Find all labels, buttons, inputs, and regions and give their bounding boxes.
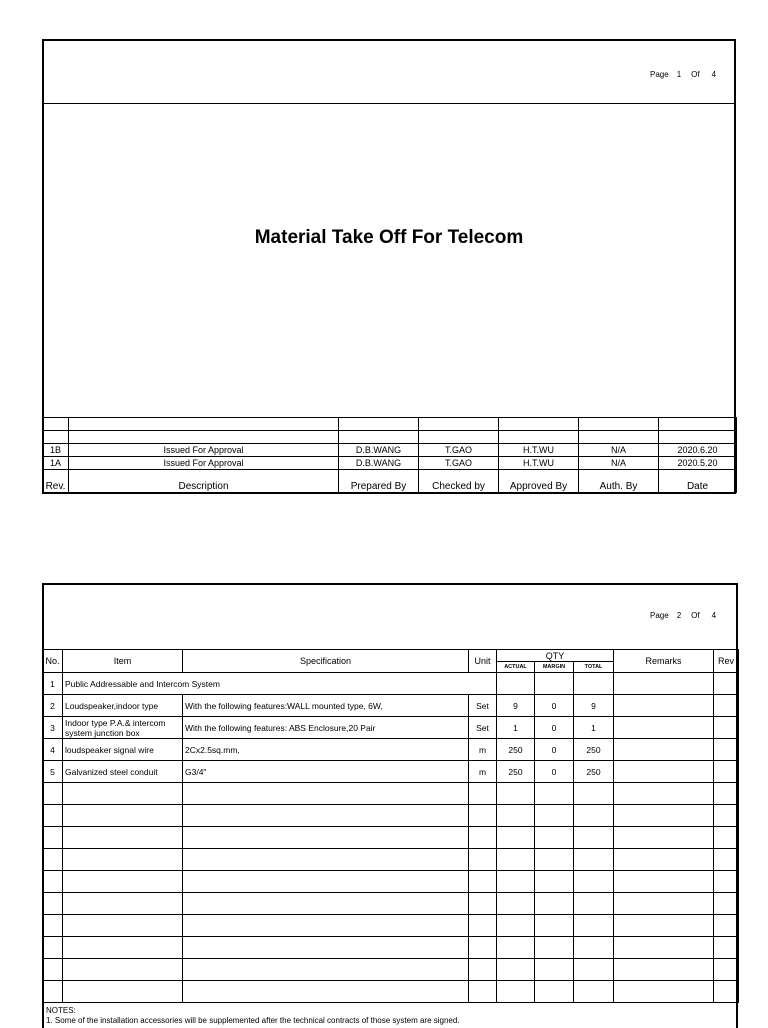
empty-cell bbox=[183, 915, 469, 937]
notes-title: NOTES: bbox=[46, 1006, 76, 1015]
empty-cell bbox=[535, 673, 574, 695]
rev-cell bbox=[43, 431, 69, 444]
margin-cell: 0 bbox=[535, 695, 574, 717]
empty-cell bbox=[714, 959, 739, 981]
table-row bbox=[43, 695, 739, 717]
empty-cell bbox=[614, 893, 714, 915]
prepared-cell bbox=[339, 418, 419, 431]
empty-cell bbox=[535, 871, 574, 893]
empty-cell bbox=[43, 805, 63, 827]
empty-cell bbox=[497, 783, 535, 805]
checked-cell: T.GAO bbox=[419, 457, 499, 470]
empty-rows bbox=[43, 783, 739, 1003]
empty-cell bbox=[497, 849, 535, 871]
empty-cell bbox=[497, 827, 535, 849]
empty-cell bbox=[714, 893, 739, 915]
description-cell bbox=[69, 418, 339, 431]
empty-cell bbox=[714, 915, 739, 937]
empty-cell bbox=[183, 871, 469, 893]
empty-row bbox=[43, 827, 739, 849]
margin-cell: 0 bbox=[535, 739, 574, 761]
empty-cell bbox=[497, 937, 535, 959]
description-cell: Issued For Approval bbox=[69, 457, 339, 470]
empty-cell bbox=[497, 893, 535, 915]
unit-header: Unit bbox=[469, 650, 497, 673]
item-cell: Indoor type P.A.& intercom system junction box bbox=[63, 717, 183, 739]
spec-cell: With the following features: ABS Enclosure,20 Pair bbox=[183, 717, 469, 739]
remarks-cell bbox=[614, 717, 714, 739]
empty-cell bbox=[43, 893, 63, 915]
empty-cell bbox=[574, 959, 614, 981]
empty-cell bbox=[469, 871, 497, 893]
empty-cell bbox=[63, 893, 183, 915]
margin-header: MARGIN bbox=[535, 662, 574, 673]
empty-cell bbox=[614, 783, 714, 805]
item-header: Item bbox=[63, 650, 183, 673]
empty-cell bbox=[497, 673, 535, 695]
empty-cell bbox=[535, 959, 574, 981]
empty-row bbox=[43, 959, 739, 981]
empty-cell bbox=[43, 981, 63, 1003]
empty-cell bbox=[574, 673, 614, 695]
approved-cell: H.T.WU bbox=[499, 457, 579, 470]
empty-cell bbox=[469, 915, 497, 937]
empty-row bbox=[43, 871, 739, 893]
empty-cell bbox=[63, 981, 183, 1003]
remarks-cell bbox=[614, 739, 714, 761]
revision-header-row bbox=[43, 470, 737, 493]
empty-cell bbox=[574, 937, 614, 959]
prepared-header: Prepared By bbox=[339, 470, 419, 493]
empty-cell bbox=[614, 673, 714, 695]
empty-cell bbox=[469, 893, 497, 915]
empty-cell bbox=[43, 959, 63, 981]
empty-cell bbox=[469, 805, 497, 827]
empty-cell bbox=[714, 849, 739, 871]
unit-cell: Set bbox=[469, 695, 497, 717]
total-cell: 9 bbox=[574, 695, 614, 717]
no-header: No. bbox=[43, 650, 63, 673]
margin-cell: 0 bbox=[535, 717, 574, 739]
page-indicator bbox=[650, 70, 716, 79]
total-header: TOTAL bbox=[574, 662, 614, 673]
empty-cell bbox=[469, 937, 497, 959]
rev-cell bbox=[714, 739, 739, 761]
remarks-header: Remarks bbox=[614, 650, 714, 673]
header-divider bbox=[44, 103, 734, 104]
page-total: 4 bbox=[711, 611, 717, 620]
notes bbox=[46, 1006, 460, 1026]
revision-row bbox=[43, 444, 737, 457]
rev-cell: 1A bbox=[43, 457, 69, 470]
empty-cell bbox=[574, 849, 614, 871]
of-label: Of bbox=[691, 70, 700, 79]
table-row bbox=[43, 739, 739, 761]
unit-cell: m bbox=[469, 739, 497, 761]
empty-row bbox=[43, 805, 739, 827]
empty-cell bbox=[183, 805, 469, 827]
checked-cell bbox=[419, 431, 499, 444]
drawing-sheet-page-1 bbox=[42, 39, 736, 494]
empty-cell bbox=[183, 827, 469, 849]
description-header: Description bbox=[69, 470, 339, 493]
rev-header: Rev. bbox=[43, 470, 69, 493]
empty-cell bbox=[63, 783, 183, 805]
empty-cell bbox=[63, 871, 183, 893]
section-row bbox=[43, 673, 739, 695]
auth-cell: N/A bbox=[579, 444, 659, 457]
prepared-cell: D.B.WANG bbox=[339, 457, 419, 470]
empty-cell bbox=[574, 915, 614, 937]
empty-cell bbox=[183, 981, 469, 1003]
empty-cell bbox=[714, 981, 739, 1003]
empty-cell bbox=[614, 959, 714, 981]
empty-cell bbox=[535, 915, 574, 937]
empty-cell bbox=[535, 849, 574, 871]
checked-header: Checked by bbox=[419, 470, 499, 493]
empty-cell bbox=[614, 827, 714, 849]
document-title: Material Take Off For Telecom bbox=[254, 227, 524, 248]
empty-cell bbox=[183, 783, 469, 805]
table-row bbox=[43, 717, 739, 739]
empty-cell bbox=[574, 827, 614, 849]
empty-cell bbox=[183, 849, 469, 871]
empty-cell bbox=[714, 673, 739, 695]
empty-cell bbox=[497, 959, 535, 981]
approved-cell bbox=[499, 418, 579, 431]
empty-cell bbox=[714, 827, 739, 849]
empty-cell bbox=[574, 981, 614, 1003]
empty-cell bbox=[43, 849, 63, 871]
empty-cell bbox=[714, 805, 739, 827]
empty-cell bbox=[497, 915, 535, 937]
total-cell: 250 bbox=[574, 761, 614, 783]
of-label: Of bbox=[691, 611, 700, 620]
empty-row bbox=[43, 915, 739, 937]
empty-cell bbox=[63, 915, 183, 937]
actual-cell: 1 bbox=[497, 717, 535, 739]
empty-cell bbox=[714, 871, 739, 893]
empty-cell bbox=[183, 937, 469, 959]
revision-row bbox=[43, 431, 737, 444]
approved-cell: H.T.WU bbox=[499, 444, 579, 457]
no-cell: 2 bbox=[43, 695, 63, 717]
empty-cell bbox=[63, 959, 183, 981]
actual-header: ACTUAL bbox=[497, 662, 535, 673]
actual-cell: 250 bbox=[497, 761, 535, 783]
unit-cell: Set bbox=[469, 717, 497, 739]
revision-row bbox=[43, 418, 737, 431]
table-row bbox=[43, 761, 739, 783]
checked-cell bbox=[419, 418, 499, 431]
table-header-row bbox=[43, 650, 739, 662]
spec-cell: With the following features:WALL mounted type, 6W, bbox=[183, 695, 469, 717]
empty-cell bbox=[574, 871, 614, 893]
total-cell: 250 bbox=[574, 739, 614, 761]
empty-cell bbox=[614, 981, 714, 1003]
rev-cell bbox=[714, 761, 739, 783]
empty-cell bbox=[614, 805, 714, 827]
empty-cell bbox=[469, 959, 497, 981]
empty-cell bbox=[43, 915, 63, 937]
note-item: 1. Some of the installation accessories will be supplemented after the technical contracts of those system are signed. bbox=[46, 1016, 460, 1025]
actual-cell: 9 bbox=[497, 695, 535, 717]
actual-cell: 250 bbox=[497, 739, 535, 761]
empty-cell bbox=[614, 871, 714, 893]
empty-cell bbox=[535, 937, 574, 959]
approved-header: Approved By bbox=[499, 470, 579, 493]
page-number: 2 bbox=[676, 611, 682, 620]
spec-header: Specification bbox=[183, 650, 469, 673]
total-cell: 1 bbox=[574, 717, 614, 739]
revision-row bbox=[43, 457, 737, 470]
spec-cell: 2Cx2.5sq.mm, bbox=[183, 739, 469, 761]
auth-cell bbox=[579, 418, 659, 431]
date-cell: 2020.6.20 bbox=[659, 444, 737, 457]
empty-cell bbox=[43, 871, 63, 893]
no-cell: 5 bbox=[43, 761, 63, 783]
rev-header: Rev bbox=[714, 650, 739, 673]
item-cell: Loudspeaker,indoor type bbox=[63, 695, 183, 717]
remarks-cell bbox=[614, 695, 714, 717]
empty-cell bbox=[183, 959, 469, 981]
page-total: 4 bbox=[711, 70, 717, 79]
date-cell bbox=[659, 431, 737, 444]
prepared-cell: D.B.WANG bbox=[339, 444, 419, 457]
section-title: Public Addressable and Intercom System bbox=[63, 673, 497, 695]
date-cell: 2020.5.20 bbox=[659, 457, 737, 470]
empty-row bbox=[43, 783, 739, 805]
no-cell: 1 bbox=[43, 673, 63, 695]
empty-cell bbox=[183, 893, 469, 915]
rev-cell bbox=[714, 695, 739, 717]
empty-cell bbox=[497, 805, 535, 827]
spec-cell: G3/4" bbox=[183, 761, 469, 783]
approved-cell bbox=[499, 431, 579, 444]
empty-cell bbox=[535, 827, 574, 849]
empty-cell bbox=[614, 937, 714, 959]
checked-cell: T.GAO bbox=[419, 444, 499, 457]
empty-cell bbox=[43, 827, 63, 849]
date-header: Date bbox=[659, 470, 737, 493]
empty-cell bbox=[43, 937, 63, 959]
material-table bbox=[42, 649, 739, 1003]
empty-cell bbox=[43, 783, 63, 805]
empty-cell bbox=[574, 783, 614, 805]
auth-cell: N/A bbox=[579, 457, 659, 470]
empty-cell bbox=[714, 783, 739, 805]
margin-cell: 0 bbox=[535, 761, 574, 783]
empty-cell bbox=[614, 915, 714, 937]
prepared-cell bbox=[339, 431, 419, 444]
page-indicator bbox=[650, 611, 716, 620]
empty-cell bbox=[714, 937, 739, 959]
empty-cell bbox=[614, 849, 714, 871]
page-number: 1 bbox=[676, 70, 682, 79]
empty-cell bbox=[535, 981, 574, 1003]
qty-header: QTY bbox=[497, 650, 614, 662]
auth-cell bbox=[579, 431, 659, 444]
drawing-sheet-page-2 bbox=[42, 583, 738, 1028]
remarks-cell bbox=[614, 761, 714, 783]
empty-cell bbox=[535, 893, 574, 915]
empty-cell bbox=[574, 893, 614, 915]
date-cell bbox=[659, 418, 737, 431]
empty-cell bbox=[63, 805, 183, 827]
empty-cell bbox=[469, 849, 497, 871]
empty-row bbox=[43, 981, 739, 1003]
empty-cell bbox=[469, 827, 497, 849]
empty-cell bbox=[469, 981, 497, 1003]
description-cell bbox=[69, 431, 339, 444]
no-cell: 3 bbox=[43, 717, 63, 739]
empty-cell bbox=[535, 805, 574, 827]
empty-row bbox=[43, 937, 739, 959]
rev-cell bbox=[43, 418, 69, 431]
empty-cell bbox=[63, 849, 183, 871]
revision-table bbox=[42, 417, 737, 493]
rev-cell: 1B bbox=[43, 444, 69, 457]
empty-cell bbox=[63, 937, 183, 959]
empty-cell bbox=[497, 981, 535, 1003]
empty-row bbox=[43, 893, 739, 915]
empty-cell bbox=[535, 783, 574, 805]
empty-cell bbox=[63, 827, 183, 849]
page-label: Page bbox=[650, 70, 669, 79]
empty-row bbox=[43, 849, 739, 871]
item-cell: loudspeaker signal wire bbox=[63, 739, 183, 761]
rev-cell bbox=[714, 717, 739, 739]
item-cell: Galvanized steel conduit bbox=[63, 761, 183, 783]
auth-header: Auth. By bbox=[579, 470, 659, 493]
description-cell: Issued For Approval bbox=[69, 444, 339, 457]
empty-cell bbox=[469, 783, 497, 805]
page-label: Page bbox=[650, 611, 669, 620]
no-cell: 4 bbox=[43, 739, 63, 761]
empty-cell bbox=[497, 871, 535, 893]
unit-cell: m bbox=[469, 761, 497, 783]
empty-cell bbox=[574, 805, 614, 827]
